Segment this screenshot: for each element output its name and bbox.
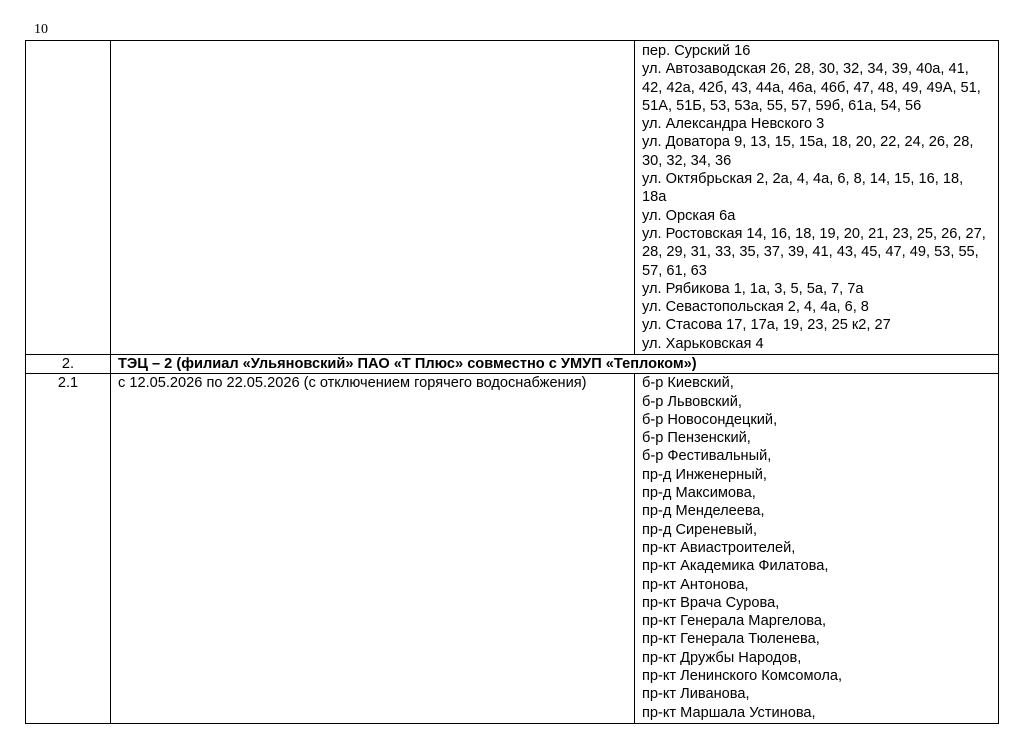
street-line: ул. Харьковская 4 [642, 335, 764, 352]
street-line: б-р Фестивальный, [642, 448, 772, 465]
page-number: 10 [34, 22, 48, 37]
table-row [26, 41, 999, 355]
street-line: пр-кт Академика Филатова, [642, 558, 829, 575]
street-line: ул. Октябрьская 2, 2а, 4, 4а, 6, 8, 14, 15, 16, 18, 18а [642, 171, 964, 206]
period-cell [111, 41, 635, 355]
section-header-row [26, 355, 999, 374]
street-line: пр-д Менделеева, [642, 503, 765, 520]
streets-cell [635, 374, 999, 724]
street-line: ул. Рябикова 1, 1а, 3, 5, 5а, 7, 7а [642, 280, 864, 297]
streets-cell [635, 41, 999, 355]
street-line: пр-кт Ливанова, [642, 686, 750, 703]
street-line: пр-д Инженерный, [642, 466, 767, 483]
street-line: пр-кт Дружбы Народов, [642, 649, 802, 666]
street-line: пр-д Максимова, [642, 485, 756, 502]
street-line: ул. Севастопольская 2, 4, 4а, 6, 8 [642, 299, 869, 316]
street-line: пер. Сурский 16 [642, 43, 751, 59]
street-line: ул. Ростовская 14, 16, 18, 19, 20, 21, 23, 25, 26, 27, 28, 29, 31, 33, 35, 37, 39, 41, 43, 45, 47, 49, 53, 55, 57, 61, 63 [642, 225, 986, 279]
street-line: пр-д Сиреневый, [642, 521, 757, 538]
street-line: ул. Орская 6а [642, 207, 736, 224]
street-line: ул. Александра Невского 3 [642, 116, 825, 133]
table-row [26, 374, 999, 724]
street-line: пр-кт Маршала Устинова, [642, 704, 816, 721]
street-line: б-р Львовский, [642, 393, 742, 410]
street-line: пр-кт Врача Сурова, [642, 594, 780, 611]
street-line: б-р Киевский, [642, 375, 734, 392]
row-number-cell [26, 41, 111, 355]
street-line: пр-кт Ленинского Комсомола, [642, 668, 843, 685]
row-number-cell: 2.1 [26, 374, 111, 724]
street-line: ул. Стасова 17, 17а, 19, 23, 25 к2, 27 [642, 317, 891, 334]
street-line: ул. Автозаводская 26, 28, 30, 32, 34, 39, 40а, 41, 42, 42а, 42б, 43, 44а, 46а, 46б, 47, 48, 49, 49А, 51, 51А, 51Б, 53, 53а, 55, 57, 59б, 61а, 54, 56 [642, 61, 981, 114]
period-cell: с 12.05.2026 по 22.05.2026 (с отключением горячего водоснабжения) [111, 374, 635, 724]
street-line: пр-кт Генерала Тюленева, [642, 631, 820, 648]
schedule-table [25, 40, 999, 724]
street-line: б-р Пензенский, [642, 430, 751, 447]
street-line: пр-кт Авиастроителей, [642, 539, 796, 556]
street-line: ул. Доватора 9, 13, 15, 15а, 18, 20, 22, 24, 26, 28, 30, 32, 34, 36 [642, 134, 974, 169]
street-line: пр-кт Антонова, [642, 576, 749, 593]
street-line: пр-кт Генерала Маргелова, [642, 613, 827, 630]
street-line: б-р Новосондецкий, [642, 411, 778, 428]
section-title: ТЭЦ – 2 (филиал «Ульяновский» ПАО «Т Плюс» совместно с УМУП «Теплоком») [111, 355, 999, 374]
section-number: 2. [26, 355, 111, 374]
